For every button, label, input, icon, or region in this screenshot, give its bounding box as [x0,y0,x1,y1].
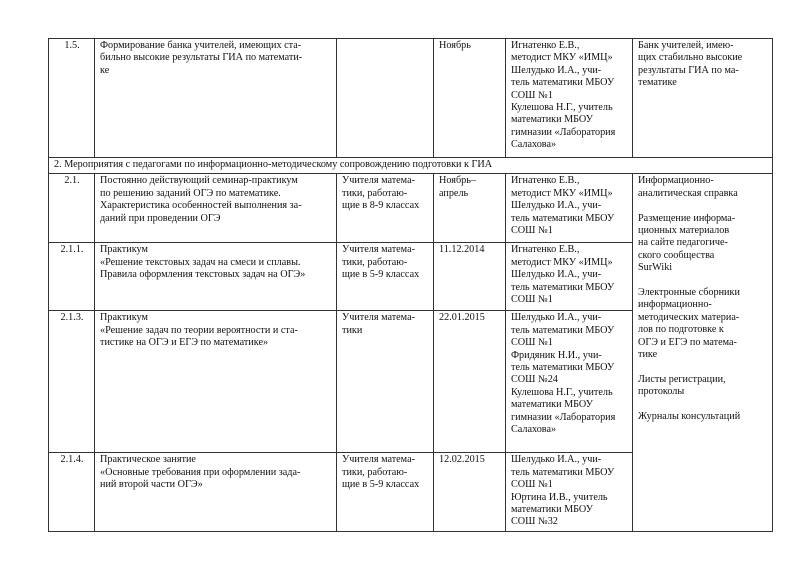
event-date [434,174,506,243]
spacer [638,361,768,373]
responsible-persons [506,311,633,453]
participants-cell [337,39,434,158]
section-title: 2. Мероприятия с педагогами по информационно-методическому сопровождению подготовки к ГИА [49,158,773,174]
text-line: Шелудько И.А., учи- [511,454,602,466]
text-line: «Основные требования при оформлении зада- [100,466,301,478]
text-line: математики МБОУ [511,114,593,126]
row-number: 2.1.1. [49,243,95,311]
text-line: тики [342,324,363,336]
text-line: методист МКУ «ИМЦ» [511,187,613,199]
result-line: ционных материалов [638,225,730,237]
text-line: тель математики МБОУ [511,77,615,89]
responsible-persons [506,453,633,532]
text-line: Игнатенко Е.В., [511,175,580,187]
expected-result [633,39,773,158]
participants [337,174,434,243]
text-line: Правила оформления текстовых задач на ОГЭ» [100,269,306,281]
text-line: 22.01.2015 [439,312,485,324]
result-line: SurWiki [638,262,673,274]
result-line: аналитическая справка [638,187,738,199]
text-line: методист МКУ «ИМЦ» [511,52,613,64]
event-date: Ноябрь [434,39,506,158]
text-line: Постоянно действующий семинар-практикум [100,175,298,187]
text-line: гимназии «Лаборатория [511,411,616,423]
responsible-persons [506,174,633,243]
result-line: тике [638,349,658,361]
text-line: Шелудько И.А., учи- [511,64,602,76]
text-line: тель математики МБОУ [511,324,615,336]
text-line: щие в 5-9 классах [342,479,420,491]
text-line: Салахова» [511,424,557,436]
text-line: Практикум [100,312,148,324]
result-line: Листы регистрации, [638,373,726,385]
participants [337,453,434,532]
text-line: СОШ №32 [511,516,558,528]
text-line: «Решение задач по теории вероятности и ста- [100,324,298,336]
text-line: Учителя матема- [342,454,415,466]
event-date [434,311,506,453]
text-line: тематике [638,77,677,89]
spacer [638,275,768,287]
text-line: математики МБОУ [511,399,593,411]
spacer [638,399,768,411]
result-line: на сайте педагогиче- [638,237,728,249]
result-line: информационно- [638,299,712,311]
text-line: тики, работаю- [342,256,408,268]
result-line: методических материа- [638,311,740,323]
text-line: гимназии «Лаборатория [511,126,616,138]
text-line: СОШ №1 [511,225,553,237]
text-line: Игнатенко Е.В., [511,244,580,256]
participants [337,311,434,453]
text-line: СОШ №24 [511,374,558,386]
text-line: Салахова» [511,139,557,151]
text-line: Шелудько И.А., учи- [511,312,602,324]
text-line: математики МБОУ [511,504,593,516]
text-line: Игнатенко Е.В., [511,40,580,51]
section-header-row [49,158,773,174]
result-line: Размещение информа- [638,212,736,224]
text-line: ний второй части ОГЭ» [100,479,203,491]
expected-results [633,174,773,532]
text-line: СОШ №1 [511,89,553,101]
text-line: Учителя матема- [342,244,415,256]
text-line: Кулешова Н.Г., учитель [511,102,613,114]
result-line: Журналы консультаций [638,411,741,423]
text-line: Фридяник Н.И., учи- [511,349,602,361]
row-number: 2.1. [49,174,95,243]
text-line: Учителя матема- [342,175,415,187]
text-line: щие в 8-9 классах [342,200,420,212]
event-title [95,39,337,158]
result-line: протоколы [638,386,685,398]
responsible-persons [506,243,633,311]
event-title [95,243,337,311]
text-line: результаты ГИА по ма- [638,64,739,76]
result-line: ского сообщества [638,249,715,261]
row-number: 2.1.4. [49,453,95,532]
text-line: тель математики МБОУ [511,212,615,224]
result-line: лов по подготовке к [638,324,724,336]
text-line: апрель [439,187,469,199]
text-line: даний при проведении ОГЭ [100,212,221,224]
participants [337,243,434,311]
text-line: 11.12.2014 [439,244,485,256]
spacer [638,200,768,212]
text-line: тель математики МБОУ [511,466,615,478]
text-line: методист МКУ «ИМЦ» [511,256,613,268]
row-number: 1.5. [49,39,95,158]
text-line: Учителя матема- [342,312,415,324]
text-line: СОШ №1 [511,479,553,491]
text-line: тики, работаю- [342,187,408,199]
event-title [95,174,337,243]
text-line: тель математики МБОУ [511,281,615,293]
text-line: Банк учителей, имею- [638,40,734,51]
text-line: 12.02.2015 [439,454,485,466]
text-line: бильно высокие результаты ГИА по математи- [100,52,303,64]
plan-table [48,38,773,532]
event-date [434,243,506,311]
text-line: Формирование банка учителей, имеющих ста- [100,40,302,51]
text-line: Шелудько И.А., учи- [511,269,602,281]
result-line: Электронные сборники [638,287,740,299]
text-line: «Решение текстовых задач на смеси и сплавы. [100,256,301,268]
responsible-persons [506,39,633,158]
text-line: тики, работаю- [342,466,408,478]
text-line: СОШ №1 [511,294,553,306]
text-line: Кулешова Н.Г., учитель [511,386,613,398]
text-line: Практическое занятие [100,454,196,466]
text-line: СОШ №1 [511,337,553,349]
text-line: по решению заданий ОГЭ по математике. [100,187,281,199]
text-line: Характеристика особенностей выполнения за- [100,200,302,212]
text-line: Шелудько И.А., учи- [511,200,602,212]
event-date [434,453,506,532]
text-line: щих стабильно высокие [638,52,743,64]
text-line: Ноябрь– [439,175,476,187]
event-title [95,453,337,532]
text-line: Юртина И.В., учитель [511,491,608,503]
result-line: ОГЭ и ЕГЭ по матема- [638,336,737,348]
result-line: Информационно- [638,175,714,187]
text-line: ке [100,64,110,76]
event-title [95,311,337,453]
row-number: 2.1.3. [49,311,95,453]
table-row-1-5 [49,39,773,158]
text-line: Практикум [100,244,148,256]
table-row-2-1 [49,174,773,243]
text-line: тель математики МБОУ [511,362,615,374]
text-line: щие в 5-9 классах [342,269,420,281]
text-line: тистике на ОГЭ и ЕГЭ по математике» [100,337,269,349]
